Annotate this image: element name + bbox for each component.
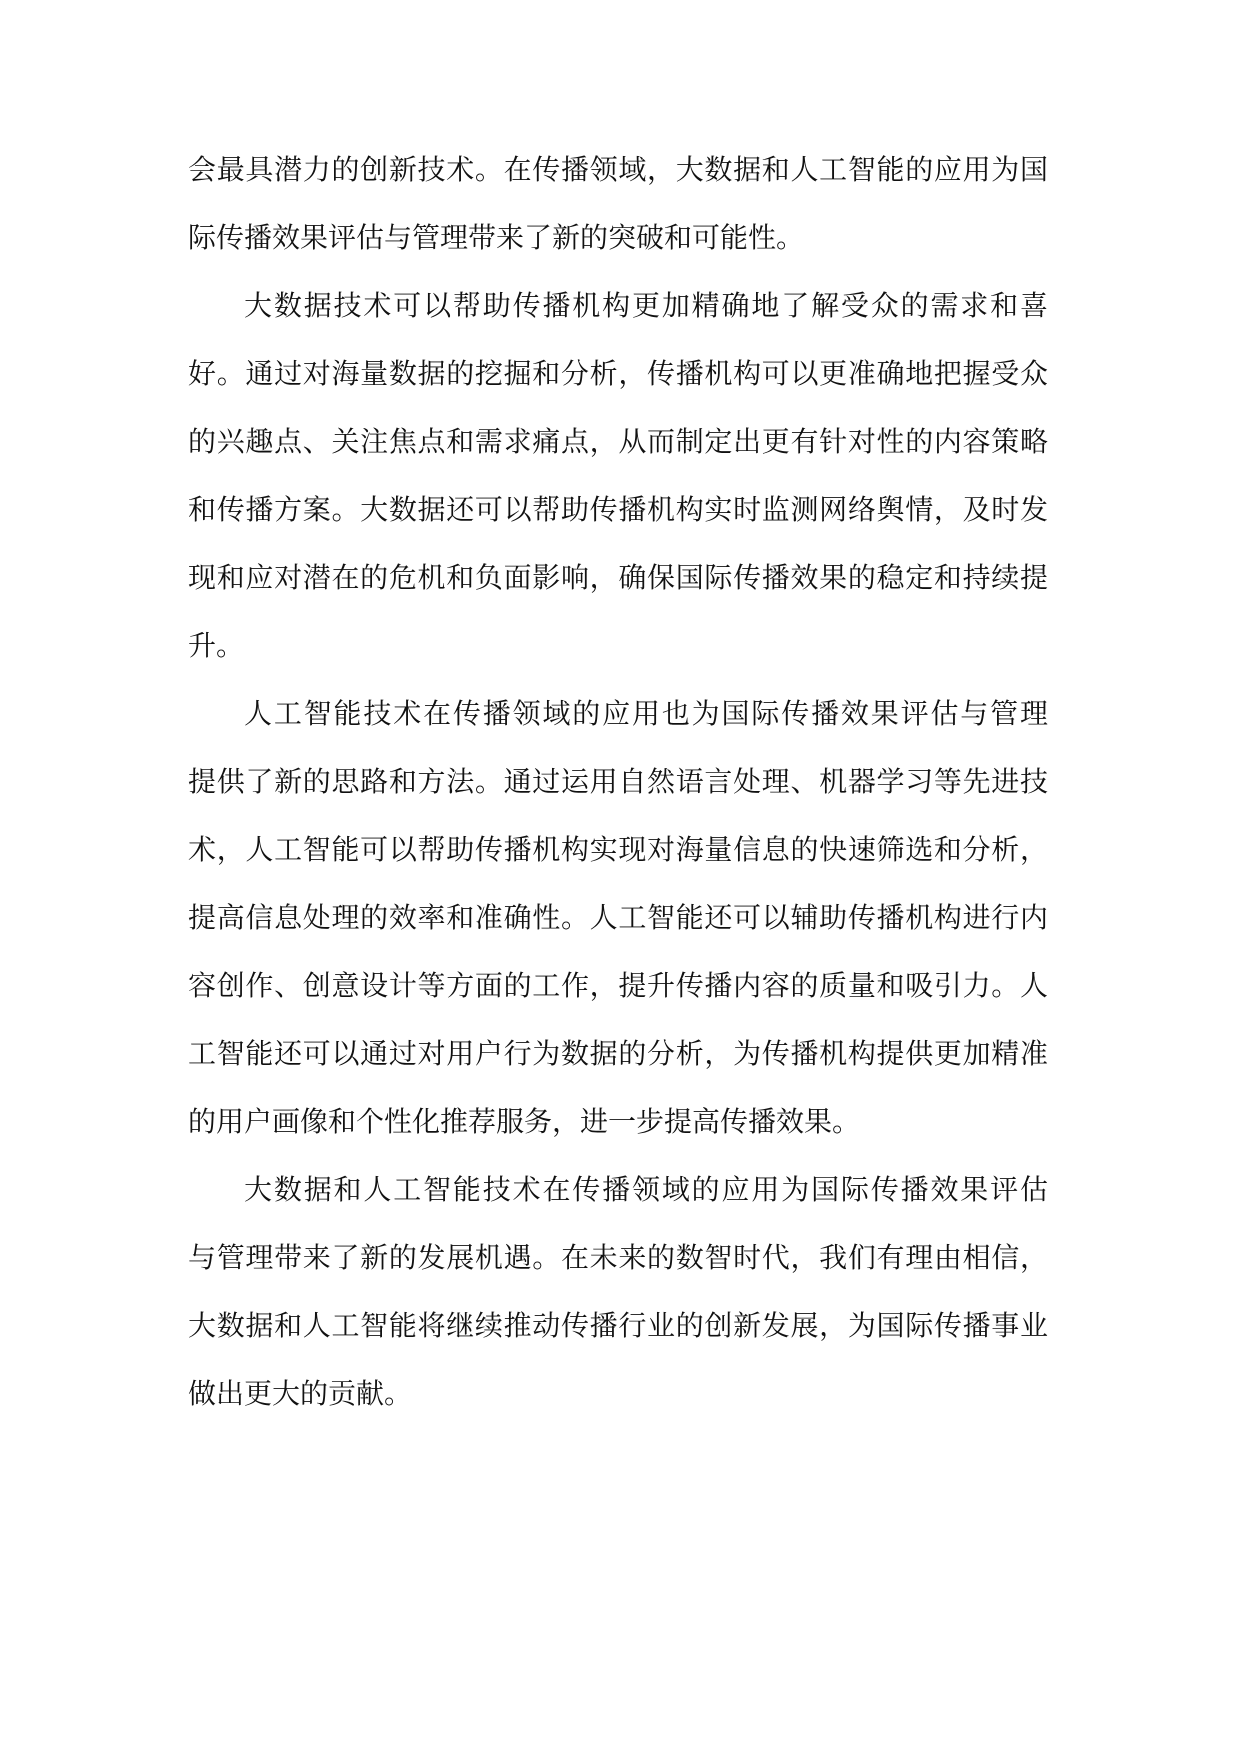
text-line: 好。通过对海量数据的挖掘和分析，传播机构可以更准确地把握受众 [188,357,1048,390]
text-line: 的用户画像和个性化推荐服务，进一步提高传播效果。 [188,1105,861,1138]
text-line: 现和应对潜在的危机和负面影响，确保国际传播效果的稳定和持续提 [188,561,1048,594]
text-line: 和传播方案。大数据还可以帮助传播机构实时监测网络舆情，及时发 [188,493,1048,526]
text-line: 大数据和人工智能技术在传播领域的应用为国际传播效果评估 [244,1173,1048,1206]
text-line: 工智能还可以通过对用户行为数据的分析，为传播机构提供更加精准 [188,1037,1048,1070]
text-line: 做出更大的贡献。 [188,1377,413,1410]
text-line: 提高信息处理的效率和准确性。人工智能还可以辅助传播机构进行内 [188,901,1048,934]
paragraph-1 [188,146,1048,282]
text-line: 大数据技术可以帮助传播机构更加精确地了解受众的需求和喜 [244,289,1048,322]
text-line: 际传播效果评估与管理带来了新的突破和可能性。 [188,221,805,254]
text-line: 的兴趣点、关注焦点和需求痛点，从而制定出更有针对性的内容策略 [188,425,1048,458]
text-line: 术，人工智能可以帮助传播机构实现对海量信息的快速筛选和分析， [188,833,1048,866]
text-line: 大数据和人工智能将继续推动传播行业的创新发展，为国际传播事业 [188,1309,1048,1342]
text-line: 人工智能技术在传播领域的应用也为国际传播效果评估与管理 [244,697,1048,730]
paragraph-2 [188,282,1048,690]
text-line: 会最具潜力的创新技术。在传播领域，大数据和人工智能的应用为国 [188,153,1048,186]
text-line: 与管理带来了新的发展机遇。在未来的数智时代，我们有理由相信， [188,1241,1048,1274]
paragraph-3 [188,690,1048,1166]
text-line: 容创作、创意设计等方面的工作，提升传播内容的质量和吸引力。人 [188,969,1048,1002]
paragraph-4 [188,1166,1048,1438]
text-line: 升。 [188,629,245,662]
text-line: 提供了新的思路和方法。通过运用自然语言处理、机器学习等先进技 [188,765,1048,798]
body-text [188,146,1048,1438]
